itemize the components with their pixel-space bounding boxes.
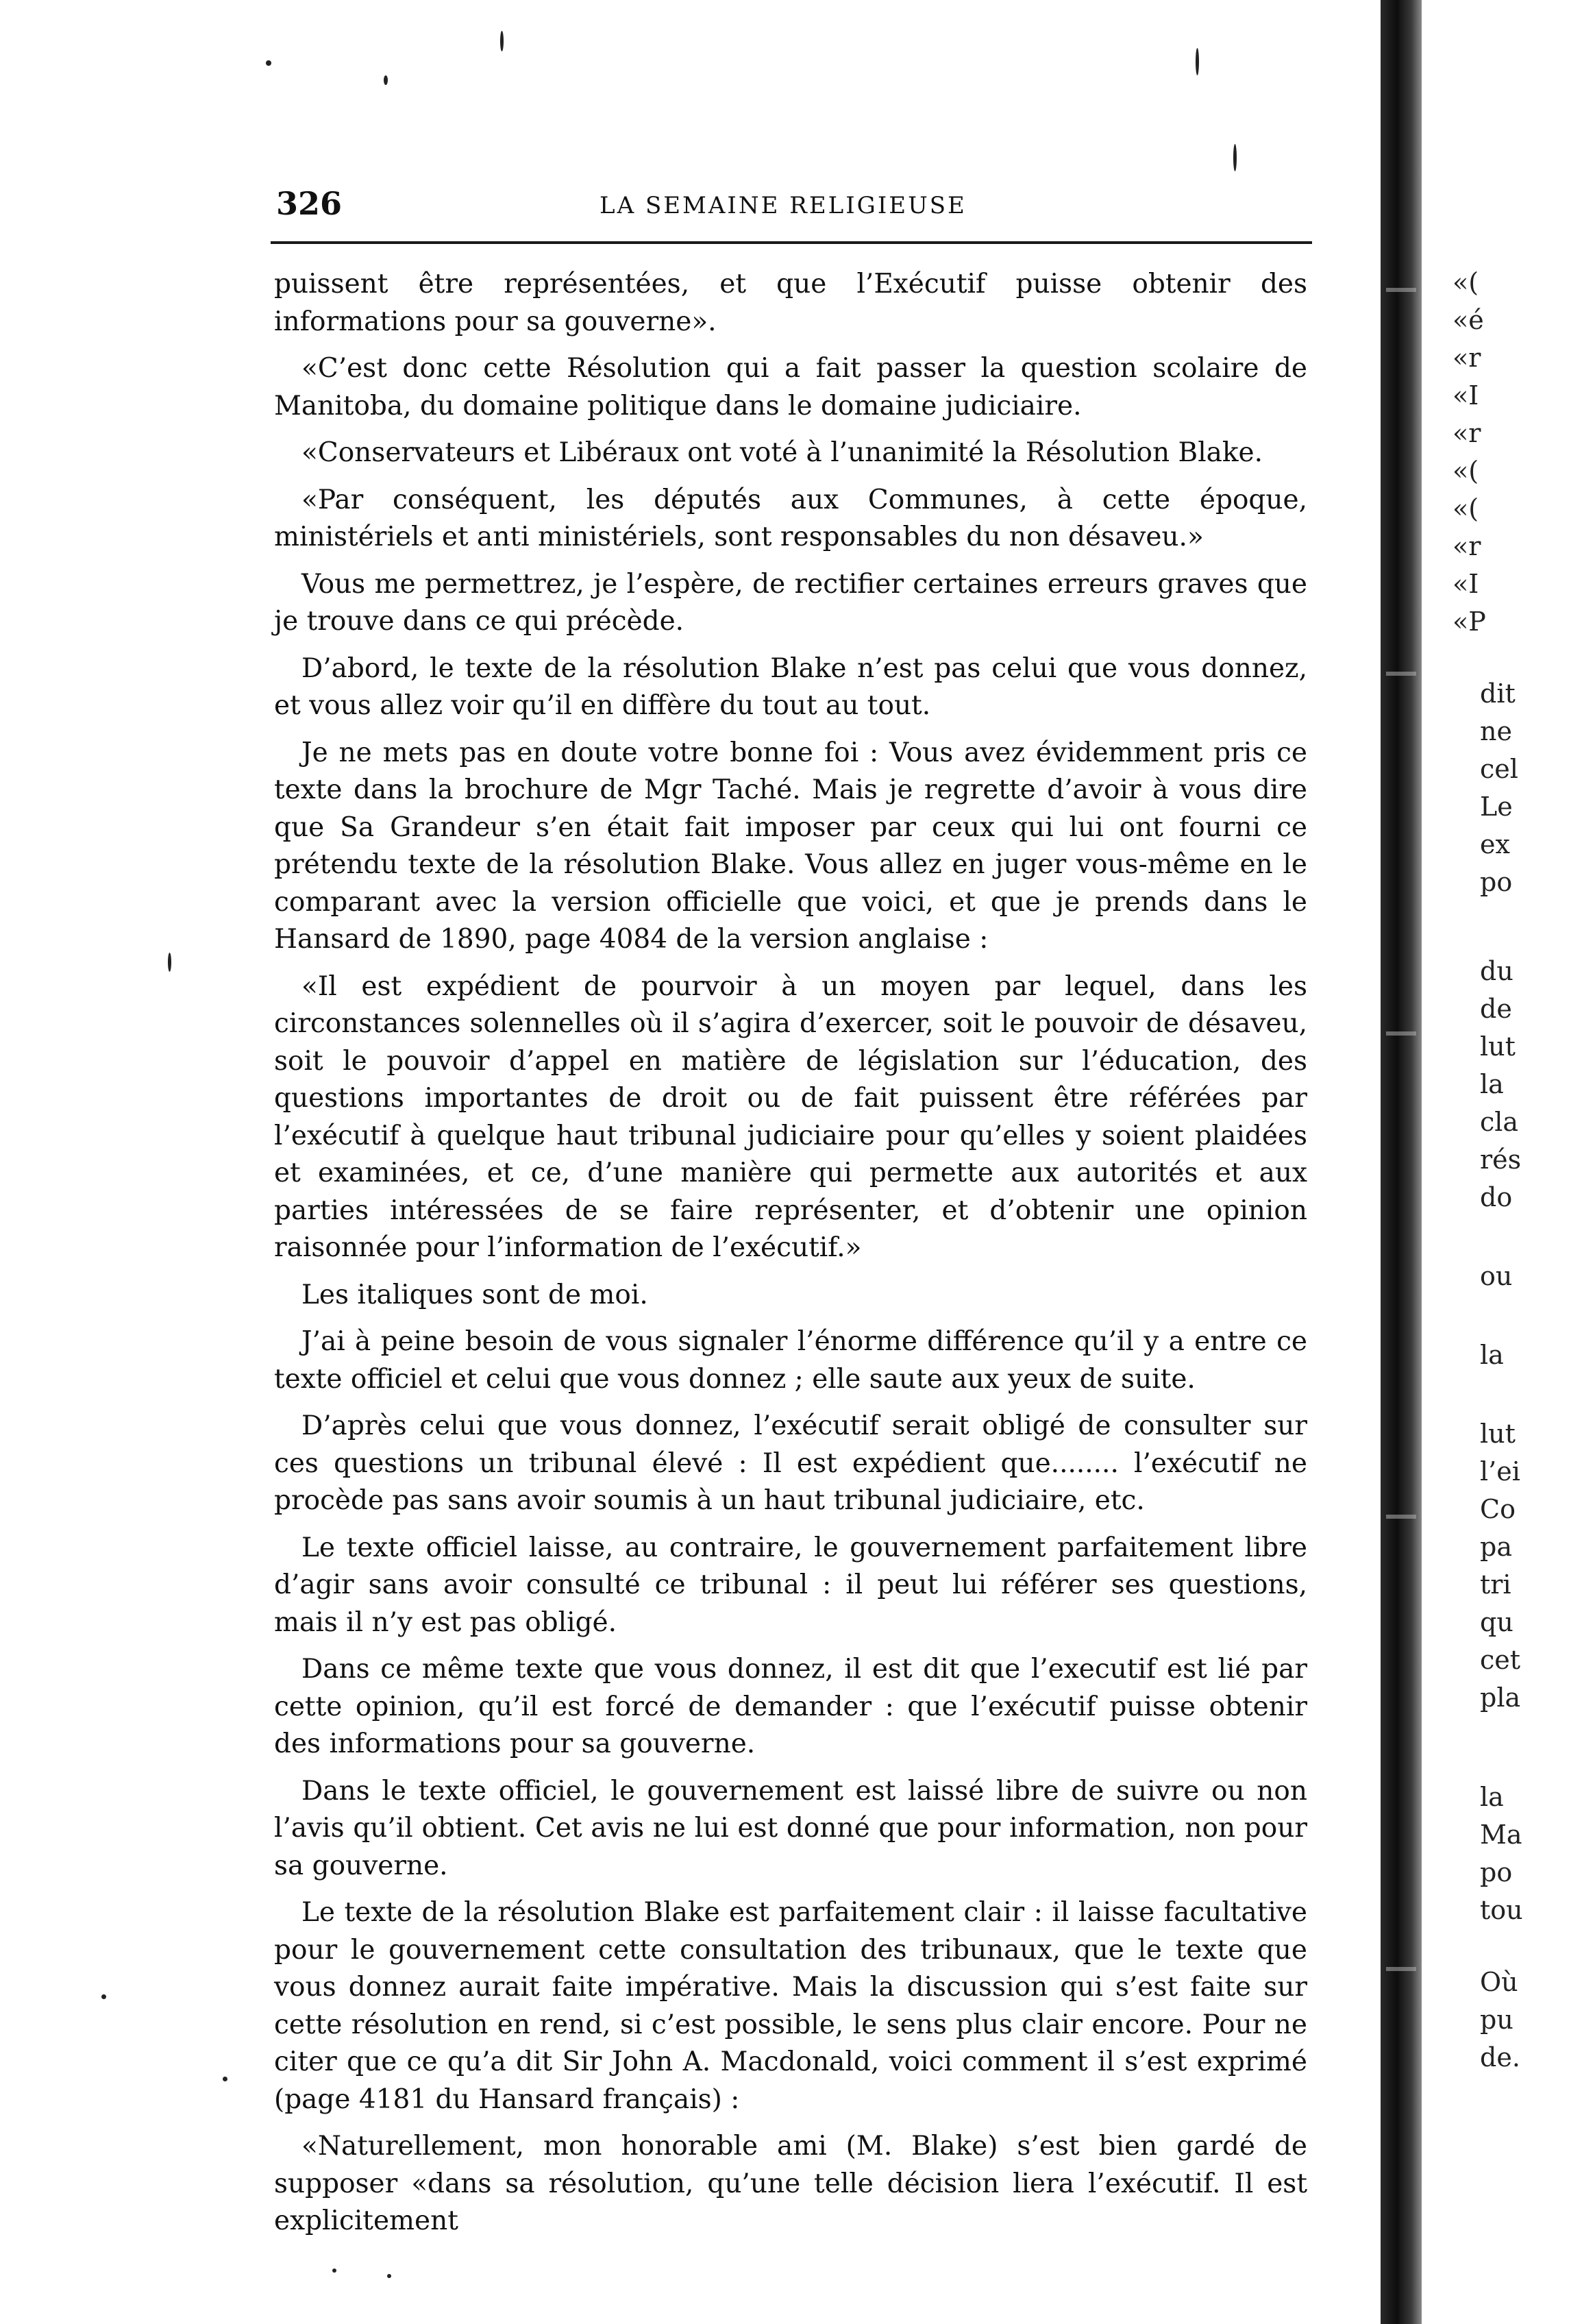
- scan-streak: [1386, 1515, 1416, 1519]
- speck: [1233, 144, 1237, 171]
- fragment-text: tri: [1480, 1569, 1511, 1600]
- fragment-text: «é: [1453, 305, 1484, 335]
- fragment-text: pla: [1480, 1683, 1521, 1713]
- paragraph: «Il est expédient de pourvoir à un moyen par lequel, dans les circonstances solennelles où il s’agira d’exercer, soit le pouvoir de désaveu, soit le pouvoir d’appel en matière de législation sur l’éducation, des questions importantes de droit ou de fait puissent être référées par l’exécutif à quelque haut tribunal judiciaire pour qu’elles y soient plaidées et examinées, et ce, d’une manière qui permette aux autorités et aux parties intéressées de se faire représenter, et d’obtenir une opinion raisonnée pour l’information de l’exécutif.»: [274, 970, 1307, 1263]
- speck: [168, 953, 171, 972]
- paragraph: D’abord, le texte de la résolution Blake n’est pas celui que vous donnez, et vous allez voir qu’il en diffère du tout au tout.: [274, 652, 1307, 721]
- paragraph: J’ai à peine besoin de vous signaler l’énorme différence qu’il y a entre ce texte officiel et celui que vous donnez ; elle saute aux yeux de suite.: [274, 1326, 1307, 1395]
- fragment-text: pa: [1480, 1532, 1512, 1562]
- paragraph: Je ne mets pas en doute votre bonne foi : Vous avez évidemment pris ce texte dans la brochure de Mgr Taché. Mais je regrette d’avoir à vous dire que Sa Grandeur s’en était fait imposer par ceux qui lui ont fourni ce prétendu texte de la résolution Blake. Vous allez en juger vous-même en le comparant avec la version officielle que voici, et que je prends dans le Hansard de 1890, page 4084 de la version anglaise :: [274, 737, 1307, 955]
- paragraph: «C’est donc cette Résolution qui a fait passer la question scolaire de Manitoba, du domaine politique dans le domaine judiciaire.: [274, 353, 1307, 421]
- paragraph: «Par conséquent, les députés aux Communes, à cette époque, ministériels et anti ministériels, sont responsables du non désaveu.»: [274, 484, 1307, 552]
- running-title: LA SEMAINE RELIGIEUSE: [600, 192, 967, 219]
- fragment-text: pu: [1480, 2005, 1513, 2035]
- fragment-text: cla: [1480, 1107, 1519, 1137]
- fragment-text: la: [1480, 1340, 1504, 1370]
- fragment-text: tou: [1480, 1895, 1523, 1925]
- fragment-text: la: [1480, 1782, 1504, 1812]
- fragment-text: «r: [1453, 531, 1481, 561]
- paragraph: Le texte de la résolution Blake est parfaitement clair : il laisse facultative pour le gouvernement cette consultation des tribunaux, que le texte que vous donnez aurait faite impérative. Mais la discussion qui s’est faite sur cette résolution en rend, si c’est possible, le sens plus clair encore. Pour ne citer que ce qu’a dit Sir John A. Macdonald, voici comment il s’est exprimé (page 4181 du Hansard français) :: [274, 1897, 1307, 2115]
- fragment-text: po: [1480, 1857, 1513, 1887]
- facing-page-fragments: [1453, 0, 1582, 2324]
- fragment-text: ne: [1480, 716, 1512, 746]
- paragraph: Le texte officiel laisse, au contraire, le gouvernement parfaitement libre d’agir sans avoir consulté ce tribunal : il peut lui référer ses questions, mais il n’y est pas obligé.: [274, 1532, 1307, 1638]
- fragment-text: «r: [1453, 418, 1481, 448]
- speck: [384, 75, 388, 85]
- scan-streak: [1386, 672, 1416, 676]
- scan-streak: [1386, 1967, 1416, 1971]
- fragment-text: «(: [1453, 267, 1479, 297]
- fragment-text: rés: [1480, 1145, 1522, 1175]
- paragraph: D’après celui que vous donnez, l’exécutif serait obligé de consulter sur ces questions un tribunal élevé : Il est expédient que........ l’exécutif ne procède pas sans avoir soumis à un haut tribunal judiciaire, etc.: [274, 1410, 1307, 1516]
- fragment-text: la: [1480, 1069, 1504, 1099]
- fragment-text: du: [1480, 956, 1513, 986]
- fragment-text: lut: [1480, 1031, 1516, 1062]
- speck: [500, 31, 504, 51]
- fragment-text: lut: [1480, 1419, 1516, 1449]
- paragraph: «Conservateurs et Libéraux ont voté à l’unanimité la Résolution Blake.: [301, 437, 1263, 468]
- fragment-text: l’ei: [1480, 1456, 1520, 1487]
- fragment-text: «I: [1453, 380, 1479, 411]
- fragment-text: «P: [1453, 607, 1486, 637]
- speck: [1196, 48, 1199, 75]
- page-header: [271, 185, 1305, 233]
- paragraph: Dans ce même texte que vous donnez, il est dit que l’executif est lié par cette opinion, qu’il est forcé de demander : que l’exécutif puisse obtenir des informations pour sa gouverne.: [274, 1654, 1307, 1759]
- paragraph: puissent être représentées, et que l’Exécutif puisse obtenir des informations pour sa gouverne».: [274, 269, 1307, 337]
- fragment-text: de.: [1480, 2042, 1520, 2072]
- speck: [332, 2268, 336, 2273]
- speck: [101, 1994, 106, 1999]
- scan-streak: [1386, 1031, 1416, 1036]
- binding-shadow: [1381, 0, 1422, 2324]
- fragment-text: «(: [1453, 493, 1479, 524]
- speck: [223, 2077, 227, 2081]
- fragment-text: qu: [1480, 1607, 1513, 1637]
- fragment-text: «(: [1453, 456, 1479, 486]
- fragment-text: dit: [1480, 678, 1516, 709]
- header-rule: [271, 241, 1312, 244]
- fragment-text: cet: [1480, 1645, 1521, 1675]
- fragment-text: cel: [1480, 754, 1518, 784]
- fragment-text: «I: [1453, 569, 1479, 599]
- speck: [387, 2274, 391, 2278]
- scan-streak: [1386, 288, 1416, 292]
- fragment-text: Co: [1480, 1494, 1516, 1524]
- fragment-text: de: [1480, 994, 1512, 1024]
- fragment-text: ex: [1480, 829, 1510, 859]
- fragment-text: po: [1480, 867, 1513, 897]
- paragraph: Les italiques sont de moi.: [301, 1279, 648, 1310]
- body-text: [274, 266, 1307, 2250]
- fragment-text: «r: [1453, 343, 1481, 373]
- speck: [266, 60, 271, 66]
- fragment-text: Le: [1480, 792, 1513, 822]
- fragment-text: Ma: [1480, 1820, 1522, 1850]
- fragment-text: do: [1480, 1182, 1513, 1212]
- paragraph: Vous me permettrez, je l’espère, de rectifier certaines erreurs graves que je trouve dans ce qui précède.: [274, 568, 1307, 637]
- paragraph: Dans le texte officiel, le gouvernement est laissé libre de suivre ou non l’avis qu’il obtient. Cet avis ne lui est donné que pour information, non pour sa gouverne.: [274, 1775, 1307, 1881]
- paragraph: «Naturellement, mon honorable ami (M. Blake) s’est bien gardé de supposer «dans sa résolution, qu’une telle décision liera l’exécutif. Il est explicitement: [274, 2131, 1307, 2236]
- fragment-text: Où: [1480, 1967, 1518, 1997]
- fragment-text: ou: [1480, 1261, 1513, 1291]
- page-number: 326: [276, 185, 343, 222]
